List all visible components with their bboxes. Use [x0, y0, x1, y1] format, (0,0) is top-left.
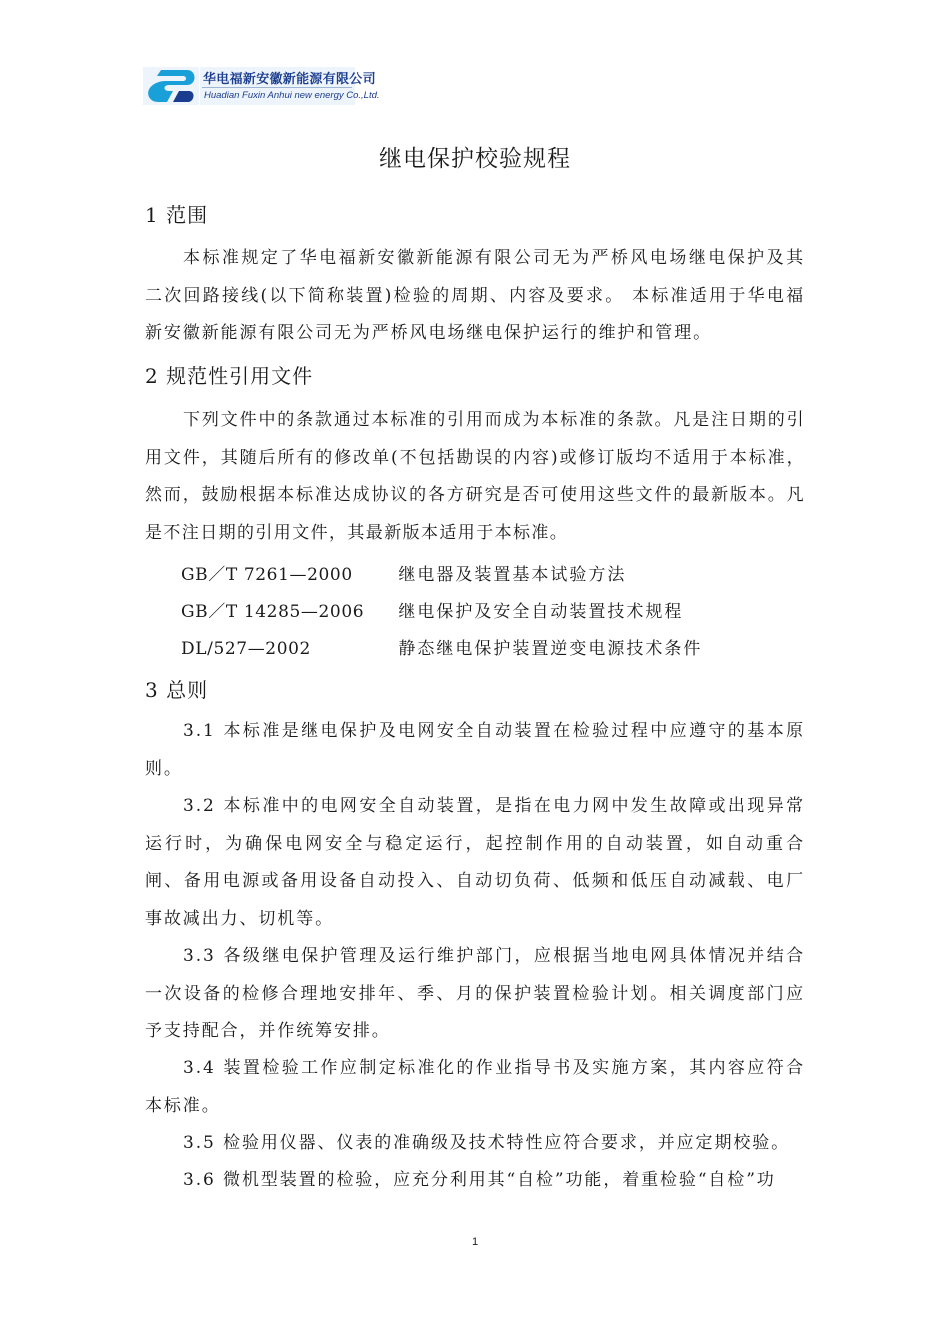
reference-code: GB／T 7261—2000 [181, 565, 353, 585]
reference-item [181, 634, 702, 659]
scope-paragraph: 本标准规定了华电福新安徽新能源有限公司无为严桥风电场继电保护及其二次回路接线(以下简称装置)检验的周期、内容及要求。 本标准适用于华电福新安徽新能源有限公司无为严桥风电场继电保护运行的维护和管理。 [145, 248, 805, 343]
reference-code: GB／T 14285—2006 [181, 602, 365, 622]
logo-wordmark [200, 67, 380, 105]
company-name-cn: 华电福新安徽新能源有限公司 [203, 72, 376, 87]
reference-item [181, 560, 626, 585]
general-paragraph-3-1: 3.1 本标准是继电保护及电网安全自动装置在检验过程中应遵守的基本原则。 [145, 721, 805, 779]
references-paragraph: 下列文件中的条款通过本标准的引用而成为本标准的条款。凡是注日期的引用文件，其随后所有的修改单(不包括勘误的内容)或修订版均不适用于本标准，然而，鼓励根据本标准达成协议的各方研究是否可使用这些文件的最新版本。凡是不注日期的引用文件，其最新版本适用于本标准。 [145, 410, 805, 543]
general-paragraph-3-2: 3.2 本标准中的电网安全自动装置，是指在电力网中发生故障或出现异常运行时，为确保电网安全与稳定运行，起控制作用的自动装置，如自动重合闸、备用电源或备用设备自动投入、自动切负荷、低频和低压自动减载、电厂事故减出力、切机等。 [145, 796, 805, 929]
reference-item [181, 597, 683, 622]
general-paragraph-3-6: 3.6 微机型装置的检验，应充分利用其“自检”功能，着重检验“自检”功 [183, 1170, 776, 1190]
company-name-en: Huadian Fuxin Anhui new energy Co.,Ltd. [204, 90, 380, 101]
company-logo [143, 67, 380, 105]
document-title: 继电保护校验规程 [379, 146, 571, 172]
general-paragraph-3-4: 3.4 装置检验工作应制定标准化的作业指导书及实施方案，其内容应符合本标准。 [145, 1058, 805, 1116]
section-heading-scope: 1 范围 [145, 203, 209, 227]
reference-name: 静态继电保护装置逆变电源技术条件 [398, 639, 703, 659]
reference-name: 继电器及装置基本试验方法 [398, 565, 627, 585]
reference-name: 继电保护及安全自动装置技术规程 [398, 602, 684, 622]
page-number: 1 [471, 1236, 479, 1248]
logo-divider [202, 87, 352, 88]
logo-emblem-icon [143, 67, 199, 105]
general-paragraph-3-3: 3.3 各级继电保护管理及运行维护部门，应根据当地电网具体情况并结合一次设备的检修合理地安排年、季、月的保护装置检验计划。相关调度部门应予支持配合，并作统筹安排。 [145, 946, 805, 1041]
reference-code: DL/527—2002 [181, 639, 311, 659]
section-heading-references: 2 规范性引用文件 [145, 364, 314, 388]
general-paragraph-3-5: 3.5 检验用仪器、仪表的准确级及技术特性应符合要求，并应定期校验。 [183, 1133, 791, 1153]
section-heading-general: 3 总则 [145, 678, 209, 702]
